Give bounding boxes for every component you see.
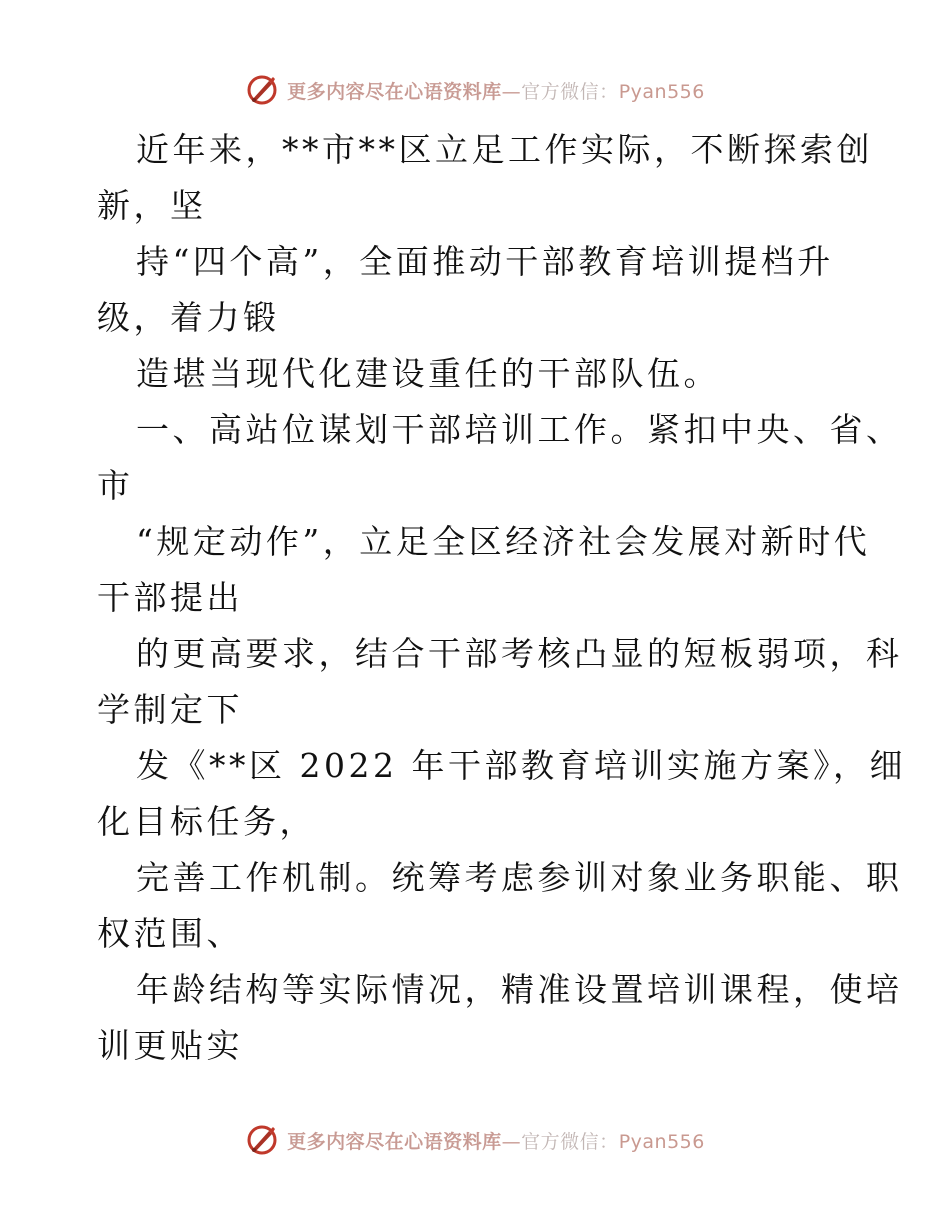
watermark-text: 更多内容尽在心语资料库—官方微信：Pyan556 <box>287 1130 705 1153</box>
text-line: 权范围、 <box>97 914 243 953</box>
text-line: 发《**区 2022 年干部教育培训实施方案》，细 <box>136 746 906 785</box>
watermark-header <box>0 70 950 110</box>
watermark-text: 更多内容尽在心语资料库—官方微信：Pyan556 <box>287 80 705 103</box>
text-line: 新，坚 <box>97 186 207 225</box>
text-line: 干部提出 <box>97 578 243 617</box>
text-line: 化目标任务， <box>97 802 316 841</box>
text-line: 造堪当现代化建设重任的干部队伍。 <box>136 354 720 393</box>
pen-logo-icon <box>245 1123 279 1157</box>
text-line: 市 <box>97 466 134 505</box>
pen-logo-icon <box>245 73 279 107</box>
document-body <box>97 122 906 1074</box>
text-line: 级，着力锻 <box>97 298 280 337</box>
text-line: 一、高站位谋划干部培训工作。紧扣中央、省、 <box>136 410 903 449</box>
text-line: 的更高要求，结合干部考核凸显的短板弱项，科 <box>136 634 903 673</box>
text-line: 完善工作机制。统筹考虑参训对象业务职能、职 <box>136 858 903 897</box>
text-line: 训更贴实 <box>97 1026 243 1065</box>
text-line: 近年来，**市**区立足工作实际，不断探索创 <box>136 130 873 169</box>
watermark-footer <box>0 1120 950 1160</box>
text-line: 年龄结构等实际情况，精准设置培训课程，使培 <box>136 970 903 1009</box>
text-line: “规定动作”，立足全区经济社会发展对新时代 <box>136 522 871 561</box>
text-line: 学制定下 <box>97 690 243 729</box>
text-line: 持“四个高”，全面推动干部教育培训提档升 <box>136 242 834 281</box>
